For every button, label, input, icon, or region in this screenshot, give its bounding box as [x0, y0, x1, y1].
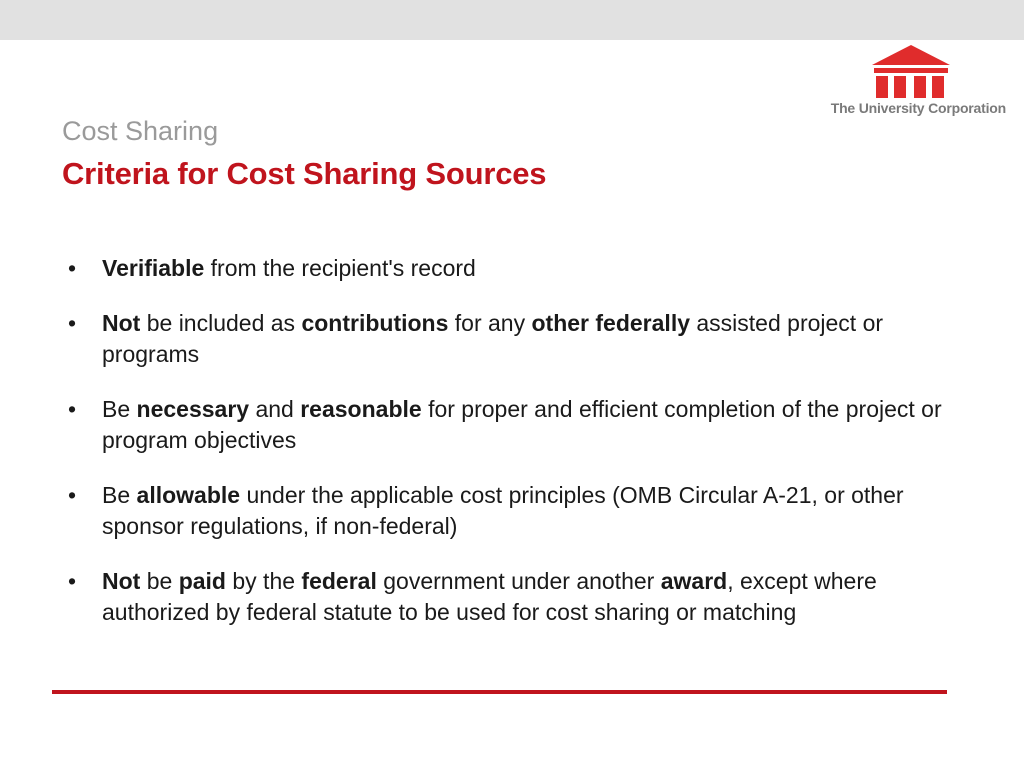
top-band: [0, 0, 1024, 40]
emphasis-text: paid: [178, 568, 226, 594]
body-text: from the recipient's record: [204, 255, 476, 281]
criteria-item: [68, 253, 948, 284]
building-icon: [870, 44, 952, 100]
body-text: for proper and efficient completion of the project or program objectives: [102, 396, 942, 453]
emphasis-text: allowable: [136, 482, 241, 508]
bullet-marker: •: [68, 482, 77, 508]
emphasis-text: Verifiable: [102, 255, 205, 281]
body-text: , except where authorized by federal statute to be used for cost sharing or matching: [102, 568, 877, 625]
criteria-item: [68, 566, 948, 628]
body-text: under the applicable cost principles (OMB Circular A-21, or other sponsor regulations, if non-federal): [102, 482, 904, 539]
page-title: Criteria for Cost Sharing Sources: [62, 156, 547, 191]
university-logo: [810, 44, 1010, 120]
criteria-item: [68, 394, 948, 456]
body-text: Be: [102, 396, 137, 422]
emphasis-text: federal: [301, 568, 377, 594]
criteria-item: [68, 480, 948, 542]
body-text: Be: [102, 482, 137, 508]
bullet-marker: •: [68, 568, 77, 594]
body-text: and: [249, 396, 301, 422]
section-title: Cost Sharing: [62, 116, 219, 146]
body-text: by the: [225, 568, 302, 594]
emphasis-text: necessary: [136, 396, 250, 422]
body-text: be included as: [140, 310, 302, 336]
bullet-marker: •: [68, 396, 77, 422]
body-text: for any: [448, 310, 532, 336]
body-text: be: [140, 568, 179, 594]
emphasis-text: award: [660, 568, 728, 594]
bullet-marker: •: [68, 255, 77, 281]
bottom-divider: [52, 690, 947, 694]
emphasis-text: other federally: [531, 310, 690, 336]
criteria-item: [68, 308, 948, 370]
emphasis-text: Not: [102, 310, 141, 336]
body-text: assisted project or programs: [102, 310, 884, 367]
bullet-marker: •: [68, 310, 77, 336]
criteria-list: [68, 253, 948, 652]
emphasis-text: Not: [102, 568, 141, 594]
logo-text: The University Corporation: [830, 100, 1006, 116]
emphasis-text: reasonable: [300, 396, 422, 422]
body-text: government under another: [376, 568, 661, 594]
emphasis-text: contributions: [301, 310, 449, 336]
